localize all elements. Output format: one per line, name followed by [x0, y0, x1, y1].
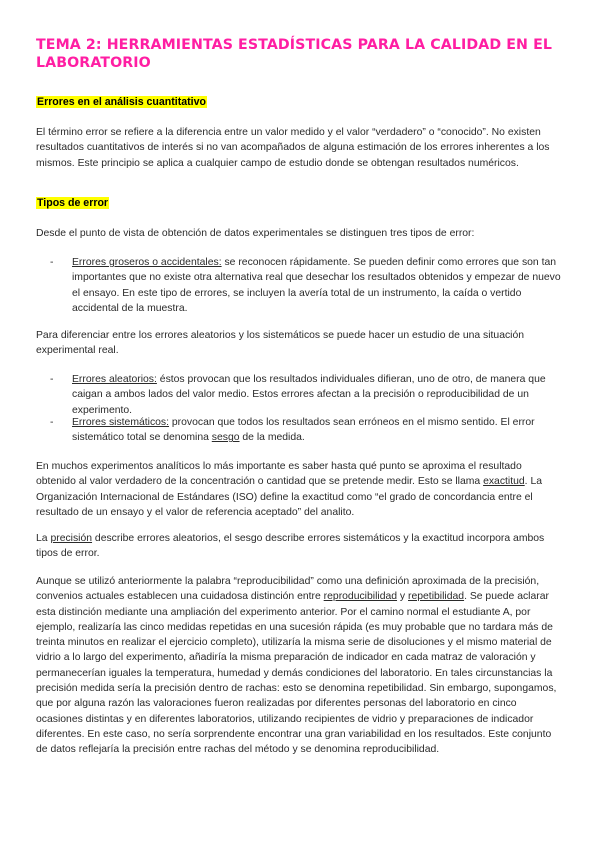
precision-text-a: La: [36, 533, 51, 544]
term-repetibilidad: repetibilidad: [408, 591, 465, 603]
systematic-errors-description: provocan que todos los resultados sean erróneos en el mismo sentido. El error sistemático total se denomina: [72, 417, 535, 444]
paragraph-precision: [36, 531, 564, 562]
term-gross-errors: Errores groseros o accidentales:: [72, 257, 222, 268]
gross-errors-description: se reconocen rápidamente. Se pueden definir como errores que son tan importantes que no existe otra alternativa real que desechar los resultados obtenidos y empezar de nuevo el ensayo. En este tipo de errores, se incluyen la avería total de un instrumento, la caída o vertido accidental de la muestra.: [72, 257, 561, 314]
term-precision: precisión: [50, 533, 93, 544]
random-errors-description: éstos provocan que los resultados individuales difieran, uno de otro, de manera que caigan a ambos lados del valor medio. Estos errores afectan a la precisión o reproducibilidad de un experimento.: [72, 374, 546, 416]
paragraph-reproducibility: [36, 574, 564, 758]
paragraph-error-definition: El término error se refiere a la diferencia entre un valor medido y el valor “verdadero” o “conocido”. No existen resultados cuantitativos de interés si no van acompañados de alguna estimación de los errores inherentes a los mismos. Este principio se aplica a cualquier campo de estudio donde se obtengan resultados numéricos.: [36, 127, 550, 169]
term-random-errors: Errores aleatorios:: [72, 374, 157, 385]
list-bullet: -: [50, 374, 54, 385]
term-systematic-errors: Errores sistemáticos:: [72, 417, 170, 428]
precision-text-b: describe errores aleatorios, el sesgo describe errores sistemáticos y la exactitud incorpora ambos tipos de error.: [36, 533, 545, 560]
highlighted-heading-text: Tipos de error: [37, 197, 109, 209]
term-exactitud: exactitud: [483, 476, 525, 488]
section-heading-errors: [36, 95, 207, 109]
reproducibility-mid: y: [397, 591, 409, 603]
paragraph-differentiate: Para diferenciar entre los errores aleatorios y los sistemáticos se puede hacer un estudio de una situación experimental real.: [36, 330, 525, 357]
reproducibility-text-b: . Se puede aclarar esta distinción mediante una ampliación del experimento anterior. Por el camino normal el estudiante A, por ejemplo, realizaría las cinco medidas repetidas en una sucesión rápida (es muy probable que no tardara más de treinta minutos en realizar el ejercicio completo), utilizaría la misma serie de disoluciones y el mismo material de vidrio a lo largo del experimento, añadiría la misma preparación de indicador en cada matraz de valoración y permanecerían iguales la temperatura, humedad y demás condiciones del laboratorio. En tales circunstancias la precisión medida sería la precisión dentro de rachas: esto se denomina repetibilidad. Sin embargo, supongamos, que por alguna razón las valoraciones fueron realizadas por diferentes personas del laboratorio en cinco ocasiones distintas y en diferentes laboratorios, utilizando recipientes de vidrio y preparaciones de indicador diferentes. En este caso, no sería sorprendente encontrar una gran variabilidad en los resultados. Este conjunto de datos reflejaría la precisión entre rachas del método y se denomina reproducibilidad.: [36, 591, 557, 756]
accuracy-text-a: En muchos experimentos analíticos lo más importante es saber hasta qué punto se aproxima el resultado obtenido al valor verdadero de la concentración o cantidad que se pretende medir. Esto se llama: [36, 461, 522, 488]
systematic-errors-end: de la medida.: [239, 432, 305, 444]
section-heading-error-types: [36, 196, 109, 210]
reproducibility-text-a: Aunque se utilizó anteriormente la palabra “reproducibilidad” como una definición aproximada de la precisión, convenios actuales establecen una cuidadosa distinción entre: [36, 576, 540, 603]
list-bullet: -: [50, 417, 54, 428]
list-bullet: -: [50, 257, 54, 268]
paragraph-types-intro: Desde el punto de vista de obtención de datos experimentales se distinguen tres tipos de error:: [36, 228, 475, 239]
term-reproducibilidad: reproducibilidad: [323, 591, 398, 603]
paragraph-accuracy: [36, 459, 564, 520]
accuracy-text-b: . La Organización Internacional de Estándares (ISO) define la exactitud como “el grado de concordancia entre el resultado de un ensayo y el valor de referencia aceptado” del analito.: [36, 476, 543, 518]
highlighted-heading-text: Errores en el análisis cuantitativo: [37, 96, 206, 108]
term-sesgo: sesgo: [211, 432, 240, 444]
page-title: TEMA 2: HERRAMIENTAS ESTADÍSTICAS PARA LA CALIDAD EN EL LABORATORIO: [36, 37, 553, 71]
